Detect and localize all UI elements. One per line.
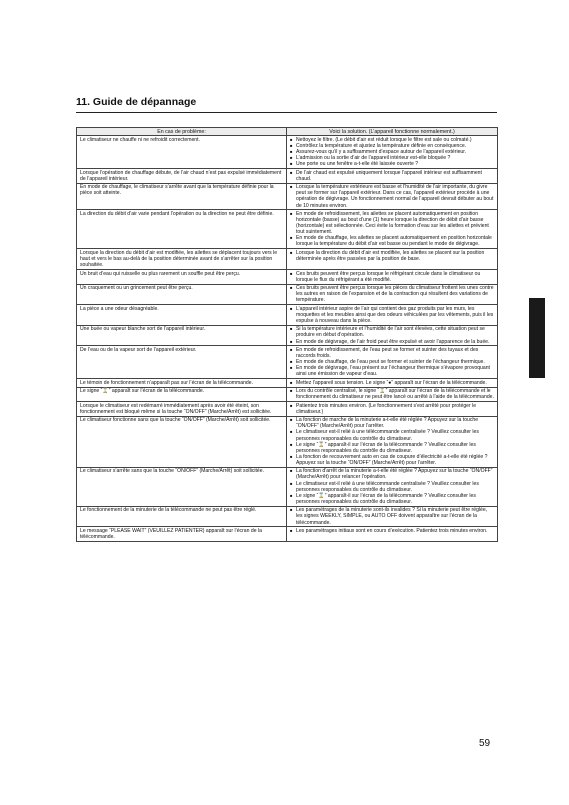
problem-cell: Le climatiseur fonctionne sans que la touche “ON/OFF” (Marche/Arrêt) soit sollicitée. <box>77 416 287 467</box>
solution-item: ■ La fonction d’arrêt de la minuterie a-t-elle été réglée ? Appuyez sur la touche “ON/OFF” (Marche/Arrêt) pour relancer l’opération. <box>290 468 494 480</box>
solution-list <box>290 380 494 386</box>
solution-cell <box>287 387 498 402</box>
solution-item: ■ En mode de chauffage, de l’eau peut se former et suinter de l’échangeur thermique. <box>290 359 494 365</box>
solution-cell <box>287 506 498 527</box>
problem-cell: En mode de chauffage, le climatiseur s’arrête avant que la température définie pour la pièce soit atteinte. <box>77 183 287 210</box>
table-row <box>77 169 498 184</box>
solution-item: ■ Le climatiseur est-il relié à une télécommande centralisée ? Veuillez consulter les personnes responsables du contrôle du climatiseur. <box>290 429 494 441</box>
table-row <box>77 379 498 387</box>
solution-list <box>290 388 494 400</box>
solution-item: ■ Contrôlez la température et ajustez la température définie en conséquence. <box>290 143 494 149</box>
solution-list <box>290 347 494 378</box>
solution-item: ■ Patientez trois minutes environ. (Le fonctionnement s’est arrêté pour protéger le climatiseur.) <box>290 403 494 415</box>
solution-cell <box>287 527 498 542</box>
troubleshooting-table <box>76 127 498 542</box>
solution-list <box>290 271 494 283</box>
solution-list <box>290 326 494 344</box>
solution-list <box>290 211 494 248</box>
problem-cell: Lorsque la direction du débit d’air est modifiée, les ailettes se déplacent toujours vers le haut et vers le bas au-delà de la position déterminée avant de s’arrêter sur la position souhaitée. <box>77 249 287 270</box>
page-title: 11. Guide de dépannage <box>76 96 197 108</box>
problem-cell: Le témoin de fonctionnement n’apparaît pas sur l’écran de la télécommande. <box>77 379 287 387</box>
solution-cell <box>287 136 498 169</box>
table-row <box>77 467 498 506</box>
solution-cell <box>287 379 498 387</box>
header-problem: En cas de problème: <box>77 128 287 136</box>
problem-cell: Un craquement ou un grincement peut être perçu. <box>77 284 287 305</box>
table-header-row <box>77 128 498 136</box>
solution-list <box>290 528 494 534</box>
solution-item: ■ La fonction de recouvrement auto en cas de coupure d’électricité a-t-elle été réglée ? Appuyez sur la touche “ON/OFF” (Marche/Arrêt) pour l’arrêter. <box>290 454 494 466</box>
solution-list <box>290 417 494 466</box>
solution-item: ■ Les paramétrages de la minuterie sont-ils invalides ? Si la minuterie peut être réglée, les signes WEEKLY, SIMPLE, ou AUTO OFF doivent apparaître sur l’écran de la télécommande. <box>290 507 494 525</box>
table-row <box>77 305 498 326</box>
solution-item: ■ En mode de chauffage, les ailettes se placent automatiquement en position horizontale lorsque la température du débit d’air est basse ou pendant le mode de dégivrage. <box>290 235 494 247</box>
solution-item: ■ L’appareil intérieur aspire de l’air qui contient des gaz produits par les murs, les moquettes et les meubles ainsi que des odeurs véhiculées par les vêtements, puis il les expulse à nouveau dans la pièce. <box>290 306 494 324</box>
solution-cell <box>287 169 498 184</box>
solution-item: ■ Une porte ou une fenêtre a-t-elle été laissée ouverte ? <box>290 161 494 167</box>
solution-item: ■ Lorsque la direction du débit d’air est modifiée, les ailettes se placent sur la position déterminée après être passées par la position de base. <box>290 250 494 262</box>
solution-item: ■ Le climatiseur est-il relié à une télécommande centralisée ? Veuillez consulter les personnes responsables du contrôle du climatiseur. <box>290 481 494 493</box>
solution-item: ■ Assurez-vous qu’il y a suffisamment d’espace autour de l’appareil extérieur. <box>290 149 494 155</box>
solution-item: ■ L’admission ou la sortie d’air de l’appareil intérieur est-elle bloquée ? <box>290 155 494 161</box>
solution-item: ■ En mode de refroidissement, de l’eau peut se former et suinter des tuyaux et des raccords froids. <box>290 347 494 359</box>
solution-cell <box>287 210 498 249</box>
problem-cell: Le climatiseur ne chauffe ni ne refroidit correctement. <box>77 136 287 169</box>
solution-cell <box>287 249 498 270</box>
table-row <box>77 416 498 467</box>
problem-cell: Un bruit d’eau qui ruisselle ou plus rarement un souffle peut être perçu. <box>77 270 287 285</box>
solution-item: ■ Si la température intérieure et l’humidité de l’air sont élevées, cette situation peut se produire en début d’opération. <box>290 326 494 338</box>
table-row <box>77 183 498 210</box>
table-row <box>77 270 498 285</box>
solution-item: ■ Le signe “⌛” apparaît-il sur l’écran de la télécommande ? Veuillez consulter les personnes responsables du contrôle du climatiseur. <box>290 442 494 454</box>
solution-item: ■ De l’air chaud est expulsé uniquement lorsque l’appareil intérieur est suffisamment chaud. <box>290 170 494 182</box>
solution-item: ■ Lorsque la température extérieure est basse et l’humidité de l’air importante, du givre peut se former sur l’appareil extérieur. Dans ce cas, l’appareil extérieur procède à une opération de dégivrage. Un fonctionnement normal de l’appareil devrait débuter au bout de 10 minutes environ. <box>290 184 494 208</box>
problem-cell: Le fonctionnement de la minuterie de la télécommande ne peut pas être réglé. <box>77 506 287 527</box>
solution-item: ■ Mettez l’appareil sous tension. Le signe “●” apparaît sur l’écran de la télécommande. <box>290 380 494 386</box>
solution-item: ■ Ces bruits peuvent être perçus lorsque les pièces du climatiseur frottent les unes contre les autres en raison de l’expansion et de la contraction qui résultent des variations de température. <box>290 285 494 303</box>
solution-item: ■ Lors du contrôle centralisé, le signe “⌛” apparaît sur l’écran de la télécommande et le fonctionnement du climatiseur ne peut être lancé ou arrêté à l’aide de la télécommande. <box>290 388 494 400</box>
problem-cell: De l’eau ou de la vapeur sort de l’appareil extérieur. <box>77 346 287 379</box>
solution-list <box>290 250 494 262</box>
page-number: 59 <box>479 738 491 749</box>
solution-list <box>290 170 494 182</box>
solution-list <box>290 403 494 415</box>
solution-item: ■ Les paramétrages initiaux sont en cours d’exécution. Patientez trois minutes environ. <box>290 528 494 534</box>
solution-list <box>290 468 494 505</box>
table-row <box>77 402 498 417</box>
problem-cell: Lorsque l’opération de chauffage débute, de l’air chaud n’est pas expulsé immédiatement de l’appareil intérieur. <box>77 169 287 184</box>
table-row <box>77 527 498 542</box>
table-row <box>77 506 498 527</box>
problem-cell: La pièce a une odeur désagréable. <box>77 305 287 326</box>
solution-list <box>290 285 494 303</box>
header-solution: Voici la solution. (L’appareil fonctionne normalement.) <box>287 128 498 136</box>
title-underline <box>76 112 497 113</box>
solution-list <box>290 137 494 168</box>
table-row <box>77 387 498 402</box>
table-row <box>77 210 498 249</box>
section-tab-marker <box>529 298 545 378</box>
solution-item: ■ En mode de refroidissement, les ailettes se placent automatiquement en position horizontale (basse) au bout d’une (1) heure lorsque la direction de débit d’air basse (horizontale) est sélectionnée. Ceci évite la formation d’eau sur les ailettes et prévient tout suintement. <box>290 211 494 235</box>
problem-cell: Le message “PLEASE WAIT” (VEUILLEZ PATIENTER) apparaît sur l’écran de la télécommande. <box>77 527 287 542</box>
solution-item: ■ Ces bruits peuvent être perçus lorsque le réfrigérant circule dans le climatiseur ou lorsque le flux du réfrigérant a été modifié. <box>290 271 494 283</box>
solution-list <box>290 306 494 324</box>
problem-cell: La direction du débit d’air varie pendant l’opération ou la direction ne peut être définie. <box>77 210 287 249</box>
solution-item: ■ Le signe “⌛” apparaît-il sur l’écran de la télécommande ? Veuillez consulter les personnes responsables du contrôle du climatiseur. <box>290 493 494 505</box>
solution-cell <box>287 305 498 326</box>
solution-cell <box>287 416 498 467</box>
solution-cell <box>287 346 498 379</box>
solution-item: ■ Nettoyez le filtre. (Le débit d’air est réduit lorsque le filtre est sale ou colmaté.) <box>290 137 494 143</box>
solution-cell <box>287 467 498 506</box>
problem-cell: Le signe “⌛” apparaît sur l’écran de la télécommande. <box>77 387 287 402</box>
problem-cell: Le climatiseur s’arrête sans que la touche “ON/OFF” (Marche/Arrêt) soit sollicitée. <box>77 467 287 506</box>
problem-cell: Une buée ou vapeur blanche sort de l’appareil intérieur. <box>77 325 287 346</box>
solution-item: ■ La fonction de marche de la minuterie a-t-elle été réglée ? Appuyez sur la touche “ON/OFF” (Marche/Arrêt) pour l’arrêter. <box>290 417 494 429</box>
table-body <box>77 136 498 542</box>
table-row <box>77 325 498 346</box>
solution-list <box>290 507 494 525</box>
table-row <box>77 136 498 169</box>
solution-list <box>290 184 494 208</box>
problem-cell: Lorsque le climatiseur est redémarré immédiatement après avoir été éteint, son fonctionnement est bloqué même si la touche “ON/OFF” (Marche/Arrêt) est sollicitée. <box>77 402 287 417</box>
solution-cell <box>287 325 498 346</box>
solution-cell <box>287 270 498 285</box>
solution-item: ■ En mode de dégivrage, l’eau présent sur l’échangeur thermique s’évapore provoquant ainsi une émission de vapeur d’eau. <box>290 365 494 377</box>
solution-item: ■ En mode de dégivrage, de l’air froid peut être expulsé et avoir l’apparence de la buée. <box>290 339 494 345</box>
solution-cell <box>287 284 498 305</box>
table-row <box>77 346 498 379</box>
table-row <box>77 249 498 270</box>
table-row <box>77 284 498 305</box>
solution-cell <box>287 183 498 210</box>
solution-cell <box>287 402 498 417</box>
